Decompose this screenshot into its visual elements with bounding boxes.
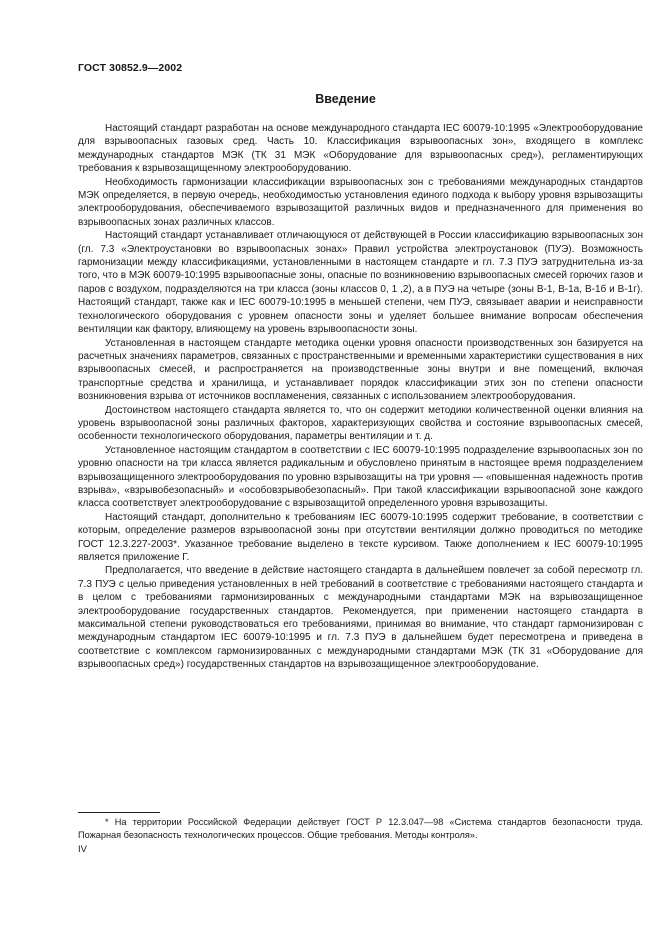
footnote-divider (78, 812, 160, 813)
footnote (78, 816, 643, 842)
paragraph: Установленное настоящим стандартом в соответствии с IEC 60079-10:1995 подразделение взрывоопасных зон по уровню опасности на три класса является радикальным и обусловлено принятым в настоящее время подразделением взрывозащищенного электрооборудования по уровню взрывозащиты на три уровня — «повышенная надежность против взрыва», «взрывобезопасный» и «особовзрывобезопасный». При такой классификации взрывоопасной зоне каждого класса соответствует электрооборудование с взрывозащитой определенного уровня взрывозащиты. (78, 444, 643, 510)
introduction-body (78, 122, 643, 672)
paragraph: Предполагается, что введение в действие настоящего стандарта в дальнейшем повлечет за собой пересмотр гл. 7.3 ПУЭ с целью приведения установленных в ней требований в соответствие с требованиями настоящего стандарта и в целом с требованиями гармонизированных с международными стандартами МЭК на взрывозащищенное электрооборудование государственных стандартов. Рекомендуется, при применении настоящего стандарта в максимальной степени руководствоваться его требованиями, принимая во внимание, что стандарт гармонизирован с международным стандартом IEC 60079-10:1995 и гл. 7.3 ПУЭ в дальнейшем будет пересмотрена и приведена в соответствие с комплексом гармонизированных с международными стандартами МЭК (ТК 31 «Оборудование для взрывоопасных сред») государственных стандартов на взрывозащищенное электрооборудование. (78, 565, 643, 671)
page-number: IV (78, 844, 87, 855)
paragraph: Необходимость гармонизации классификации взрывоопасных зон с требованиями международных стандартов МЭК определяется, в первую очередь, необходимостью установления единого подхода к выбору уровня взрывозащиты электрооборудования, обеспечиваемого взрывозащитой различных видов и предназначенного для применения во взрывоопасных зонах различных классов. (78, 176, 643, 228)
paragraph: Установленная в настоящем стандарте методика оценки уровня опасности производственных зон базируется на расчетных значениях параметров, связанных с пространственными и временными характеристики существования в них взрывоопасных смесей, и распространяется на производственные зоны внутри и вне помещений, включая транспортные средства и хранилища, и устанавливает порядок классификации этих зон по степени опасности возникновения взрыва от источников воспламенения, связанных с использованием электрооборудования. (78, 337, 643, 403)
footnote-text: * На территории Российской Федерации действует ГОСТ Р 12.3.047—98 «Система стандартов безопасности труда. Пожарная безопасность технологических процессов. Общие требования. Методы контроля». (78, 817, 643, 840)
paragraph: Настоящий стандарт, дополнительно к требованиям IEC 60079-10:1995 содержит требование, в соответствии с которым, определение размеров взрывоопасной зоны при отсутствии вентиляции должно проводиться по методике ГОСТ 12.3.227-2003*. Указанное требование выделено в тексте курсивом. Также дополнением к IEC 60079-10:1995 является приложение Г. (78, 511, 643, 563)
paragraph: Достоинством настоящего стандарта является то, что он содержит методики количественной оценки влияния на уровень взрывоопасной зоны различных факторов, характеризующих свойства и состояние взрывоопасных смесей, особенности технологического оборудования, параметры вентиляции и т. д. (78, 404, 643, 443)
paragraph: Настоящий стандарт устанавливает отличающуюся от действующей в России классификацию взрывоопасных зон (гл. 7.3 «Электроустановки во взрывоопасных зонах» Правил устройства электроустановок (ПУЭ). Возможность гармонизации между классификациями, установленными в настоящем стандарте и гл. 7.3 ПУЭ затруднительна из-за того, что в МЭК 60079-10:1995 взрывоопасные зоны, опасные по возникновению взрывоопасных смесей горючих газов и паров с воздухом, подразделяются на три класса (зоны классов 0, 1 ,2), а в ПУЭ на четыре (зоны В-1, В-1а, В-1б и В-1г). Настоящий стандарт, также как и IEC 60079-10:1995 в меньшей степени, чем ПУЭ, связывает аварии и неисправности технологического оборудования с уровнем опасности зоны и уделяет большее внимание вопросам обеспечения вентиляции как фактору, влияющему на уровень взрывоопасности зоны. (78, 230, 643, 336)
paragraph: Настоящий стандарт разработан на основе международного стандарта IEC 60079-10:1995 «Электрооборудование для взрывоопасных газовых сред. Часть 10. Классификация взрывоопасных зон», входящего в комплекс международных стандартов МЭК (ТК 31 МЭК «Оборудование для взрывоопасных сред»), регламентирующих требования к взрывозащищенному электрооборудованию. (78, 123, 643, 175)
section-title: Введение (315, 92, 376, 106)
document-header: ГОСТ 30852.9—2002 (78, 62, 183, 74)
